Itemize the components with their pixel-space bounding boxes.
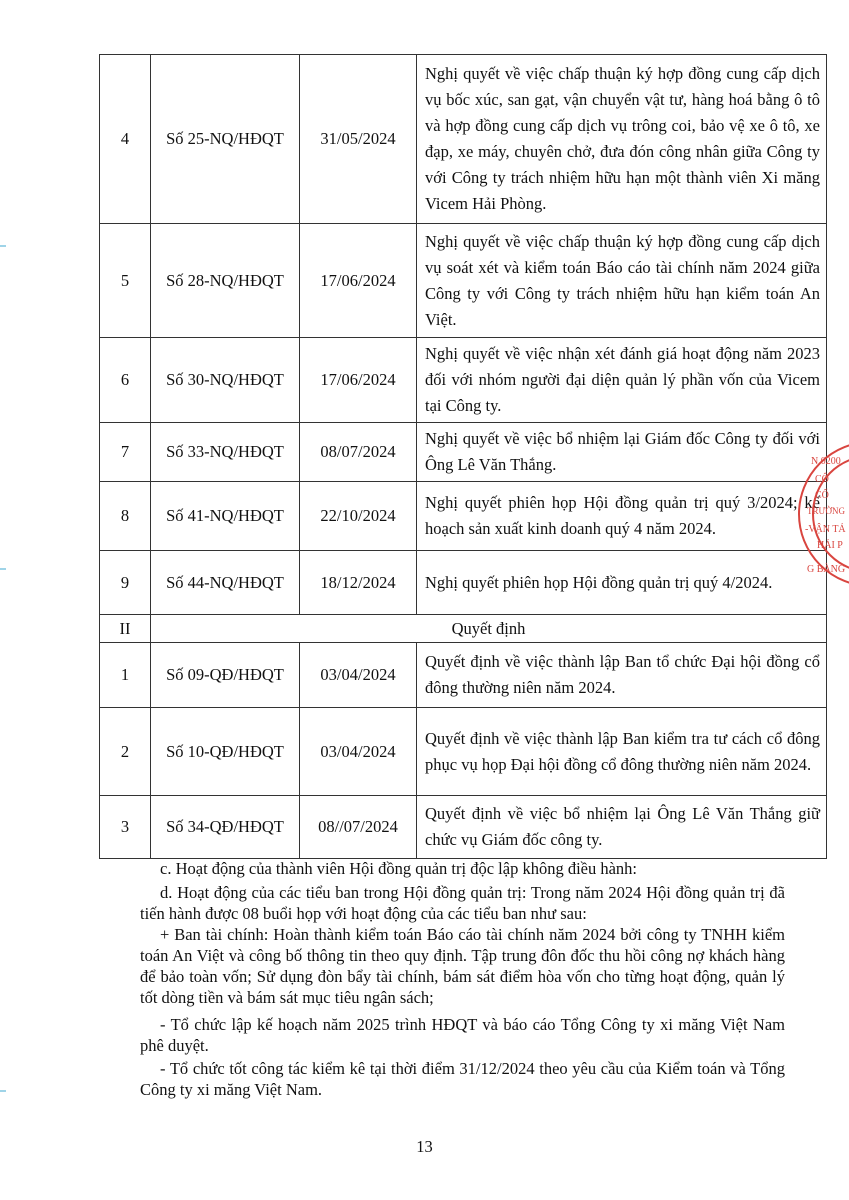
row-stt: 7 <box>100 423 151 482</box>
row-stt: 4 <box>100 55 151 224</box>
row-description: Nghị quyết về việc nhận xét đánh giá hoạt động năm 2023 đối với nhóm người đại diện quản lý phần vốn của Vicem tại Công ty. <box>417 338 827 423</box>
row-date: 08//07/2024 <box>300 796 417 859</box>
row-doc-number: Số 10-QĐ/HĐQT <box>151 708 300 796</box>
seal-text-4: TRƯỜNG <box>807 506 845 516</box>
table-row <box>100 551 827 615</box>
row-doc-number: Số 33-NQ/HĐQT <box>151 423 300 482</box>
company-seal <box>793 440 849 588</box>
resolutions-table <box>99 54 827 859</box>
row-description: Quyết định về việc thành lập Ban tổ chức Đại hội đồng cổ đông thường niên năm 2024. <box>417 643 827 708</box>
scan-edge-mark <box>0 1090 6 1092</box>
paragraph-ban-tai-chinh: + Ban tài chính: Hoàn thành kiểm toán Báo cáo tài chính năm 2024 bởi công ty TNHH kiểm toán An Việt và công bố thông tin theo quy định. Tập trung đôn đốc thu hồi công nợ khách hàng để bảo toàn vốn; Sử dụng đòn bẩy tài chính, bám sát điểm hòa vốn cho từng hoạt động, quản lý tốt dòng tiền và bám sát mục tiêu ngân sách; <box>140 925 785 1007</box>
row-description: Nghị quyết về việc bổ nhiệm lại Giám đốc Công ty đối với Ông Lê Văn Thắng. <box>417 423 827 482</box>
row-description: Quyết định về việc thành lập Ban kiểm tra tư cách cổ đông phục vụ họp Đại hội đồng cổ đông thường niên năm 2024. <box>417 708 827 796</box>
row-date: 08/07/2024 <box>300 423 417 482</box>
row-date: 03/04/2024 <box>300 708 417 796</box>
table-row <box>100 796 827 859</box>
row-date: 31/05/2024 <box>300 55 417 224</box>
table-row <box>100 55 827 224</box>
row-stt: 6 <box>100 338 151 423</box>
row-stt: 9 <box>100 551 151 615</box>
seal-text-5: -VẬN TẢ <box>805 524 846 535</box>
page-number: 13 <box>416 1137 433 1156</box>
company-seal-graphic <box>793 440 849 588</box>
row-date: 17/06/2024 <box>300 224 417 338</box>
seal-text-3: CỔ <box>815 490 829 501</box>
paragraph-c: c. Hoạt động của thành viên Hội đồng quản trị độc lập không điều hành: <box>160 859 638 878</box>
row-date: 18/12/2024 <box>300 551 417 615</box>
table-row <box>100 482 827 551</box>
section-number: II <box>100 615 151 643</box>
table-row <box>100 643 827 708</box>
section-row <box>100 615 827 643</box>
row-stt: 5 <box>100 224 151 338</box>
row-date: 03/04/2024 <box>300 643 417 708</box>
table-row <box>100 224 827 338</box>
row-stt: 8 <box>100 482 151 551</box>
paragraph-ke-hoach: - Tổ chức lập kế hoạch năm 2025 trình HĐQT và báo cáo Tổng Công ty xi măng Việt Nam phê duyệt. <box>140 1015 785 1055</box>
row-description: Nghị quyết phiên họp Hội đồng quản trị quý 3/2024; kế hoạch sản xuất kinh doanh quý 4 năm 2024. <box>417 482 827 551</box>
row-doc-number: Số 34-QĐ/HĐQT <box>151 796 300 859</box>
row-doc-number: Số 30-NQ/HĐQT <box>151 338 300 423</box>
row-stt: 3 <box>100 796 151 859</box>
table-row <box>100 338 827 423</box>
row-doc-number: Số 44-NQ/HĐQT <box>151 551 300 615</box>
row-description: Nghị quyết về việc chấp thuận ký hợp đồng cung cấp dịch vụ soát xét và kiểm toán Báo cáo tài chính năm 2024 giữa Công ty với Công ty trách nhiệm hữu hạn kiểm toán An Việt. <box>417 224 827 338</box>
row-description: Nghị quyết phiên họp Hội đồng quản trị quý 4/2024. <box>417 551 827 615</box>
row-description: Nghị quyết về việc chấp thuận ký hợp đồng cung cấp dịch vụ bốc xúc, san gạt, vận chuyển vật tư, hàng hoá bằng ô tô và hợp đồng cung cấp dịch vụ trông coi, bảo vệ xe ô tô, xe đạp, xe máy, chuyên chở, đưa đón công nhân giữa Công ty với Công ty trách nhiệm hữu hạn một thành viên Xi măng Vicem Hải Phòng. <box>417 55 827 224</box>
table-row <box>100 708 827 796</box>
scan-edge-mark <box>0 568 6 570</box>
row-stt: 2 <box>100 708 151 796</box>
seal-text-6: HẢI P <box>817 540 843 551</box>
scan-edge-mark <box>0 245 6 247</box>
row-doc-number: Số 28-NQ/HĐQT <box>151 224 300 338</box>
paragraph-kiem-ke: - Tổ chức tốt công tác kiểm kê tại thời điểm 31/12/2024 theo yêu cầu của Kiểm toán và Tổng Công ty xi măng Việt Nam. <box>140 1059 785 1099</box>
seal-text-2: CÔ <box>815 474 829 485</box>
row-description: Quyết định về việc bổ nhiệm lại Ông Lê Văn Thắng giữ chức vụ Giám đốc công ty. <box>417 796 827 859</box>
seal-text-7: G BÀNG <box>807 564 846 575</box>
row-doc-number: Số 25-NQ/HĐQT <box>151 55 300 224</box>
row-date: 22/10/2024 <box>300 482 417 551</box>
table-row <box>100 423 827 482</box>
seal-text-1: N.0200 <box>811 456 841 467</box>
section-title: Quyết định <box>151 615 827 643</box>
row-date: 17/06/2024 <box>300 338 417 423</box>
row-stt: 1 <box>100 643 151 708</box>
row-doc-number: Số 41-NQ/HĐQT <box>151 482 300 551</box>
paragraph-d: d. Hoạt động của các tiểu ban trong Hội đồng quản trị: Trong năm 2024 Hội đồng quản trị đã tiến hành được 08 buổi họp với hoạt động của các tiểu ban như sau: <box>140 883 785 923</box>
row-doc-number: Số 09-QĐ/HĐQT <box>151 643 300 708</box>
resolutions-table-body <box>100 55 827 859</box>
